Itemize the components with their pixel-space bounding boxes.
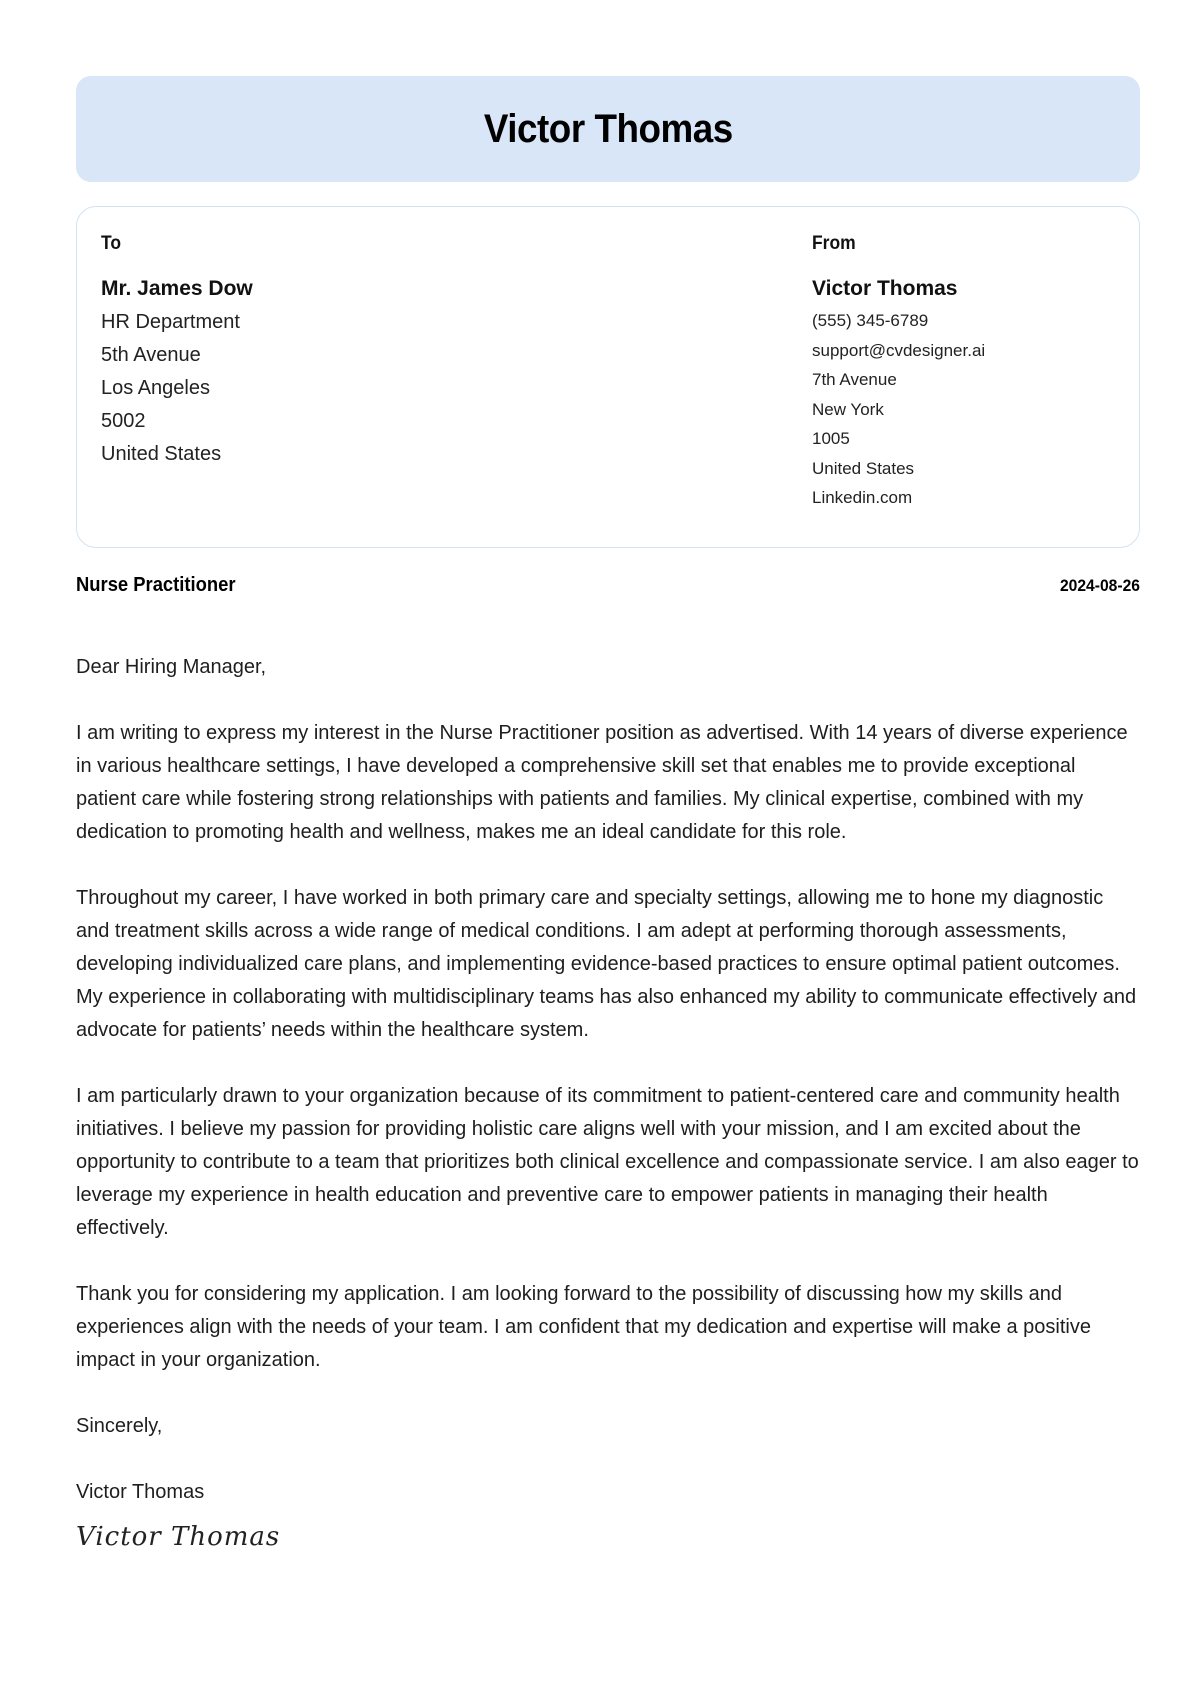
to-label: To bbox=[101, 233, 122, 254]
address-card bbox=[76, 206, 1140, 548]
job-title: Nurse Practitioner bbox=[76, 574, 236, 596]
letter-date: 2024-08-26 bbox=[1059, 575, 1140, 595]
body-paragraph-4: Thank you for considering my application. I am looking forward to the possibility of discussing how my skills and experiences align with the needs of your team. I am confident that my dedication and expertise will make a positive impact in your organization. bbox=[76, 1283, 1091, 1371]
sender-phone: (555) 345-6789 bbox=[812, 311, 929, 330]
salutation: Dear Hiring Manager, bbox=[76, 656, 267, 678]
signer-name: Victor Thomas bbox=[76, 1481, 205, 1503]
sender-street: 7th Avenue bbox=[812, 370, 897, 389]
sender-country: United States bbox=[812, 458, 915, 478]
sender-email: support@cvdesigner.ai bbox=[812, 340, 986, 360]
recipient-city: Los Angeles bbox=[101, 377, 210, 399]
header-banner bbox=[76, 76, 1140, 182]
body-paragraph-2: Throughout my career, I have worked in both primary care and specialty settings, allowing me to hone my diagnostic and treatment skills across a wide range of medical conditions. I am adept at performing thorough assessments, developing individualized care plans, and implementing evidence-based practices to ensure optimal patient outcomes. My experience in collaborating with multidisciplinary teams has also enhanced my ability to communicate effectively and advocate for patients’ needs within the healthcare system. bbox=[76, 887, 1137, 1041]
from-label: From bbox=[812, 233, 856, 254]
handwritten-signature: Victor Thomas bbox=[76, 1522, 281, 1552]
sender-linkedin: Linkedin.com bbox=[812, 488, 913, 507]
letter-meta-row bbox=[76, 574, 1140, 597]
recipient-block bbox=[101, 233, 253, 471]
closing: Sincerely, bbox=[76, 1415, 163, 1437]
sender-name: Victor Thomas bbox=[812, 277, 958, 300]
sender-block bbox=[812, 233, 985, 513]
sender-postal-code: 1005 bbox=[812, 429, 850, 448]
recipient-name: Mr. James Dow bbox=[101, 277, 253, 300]
sender-city: New York bbox=[812, 399, 884, 419]
applicant-name-heading: Victor Thomas bbox=[483, 106, 733, 151]
body-paragraph-3: I am particularly drawn to your organization because of its commitment to patient-centered care and community health initiatives. I believe my passion for providing holistic care aligns well with your mission, and I am excited about the opportunity to contribute to a team that prioritizes both clinical excellence and compassionate service. I am also eager to leverage my experience in health education and preventive care to empower patients in managing their health effectively. bbox=[76, 1085, 1139, 1239]
recipient-country: United States bbox=[101, 443, 222, 465]
recipient-department: HR Department bbox=[101, 311, 240, 333]
body-paragraph-1: I am writing to express my interest in the Nurse Practitioner position as advertised. With 14 years of diverse experience in various healthcare settings, I have developed a comprehensive skill set that enables me to provide exceptional patient care while fostering strong relationships with patients and families. My clinical expertise, combined with my dedication to promoting health and wellness, makes me an ideal candidate for this role. bbox=[76, 722, 1128, 843]
recipient-postal-code: 5002 bbox=[101, 410, 146, 432]
recipient-street: 5th Avenue bbox=[101, 344, 201, 366]
letter-body bbox=[76, 651, 1140, 1554]
